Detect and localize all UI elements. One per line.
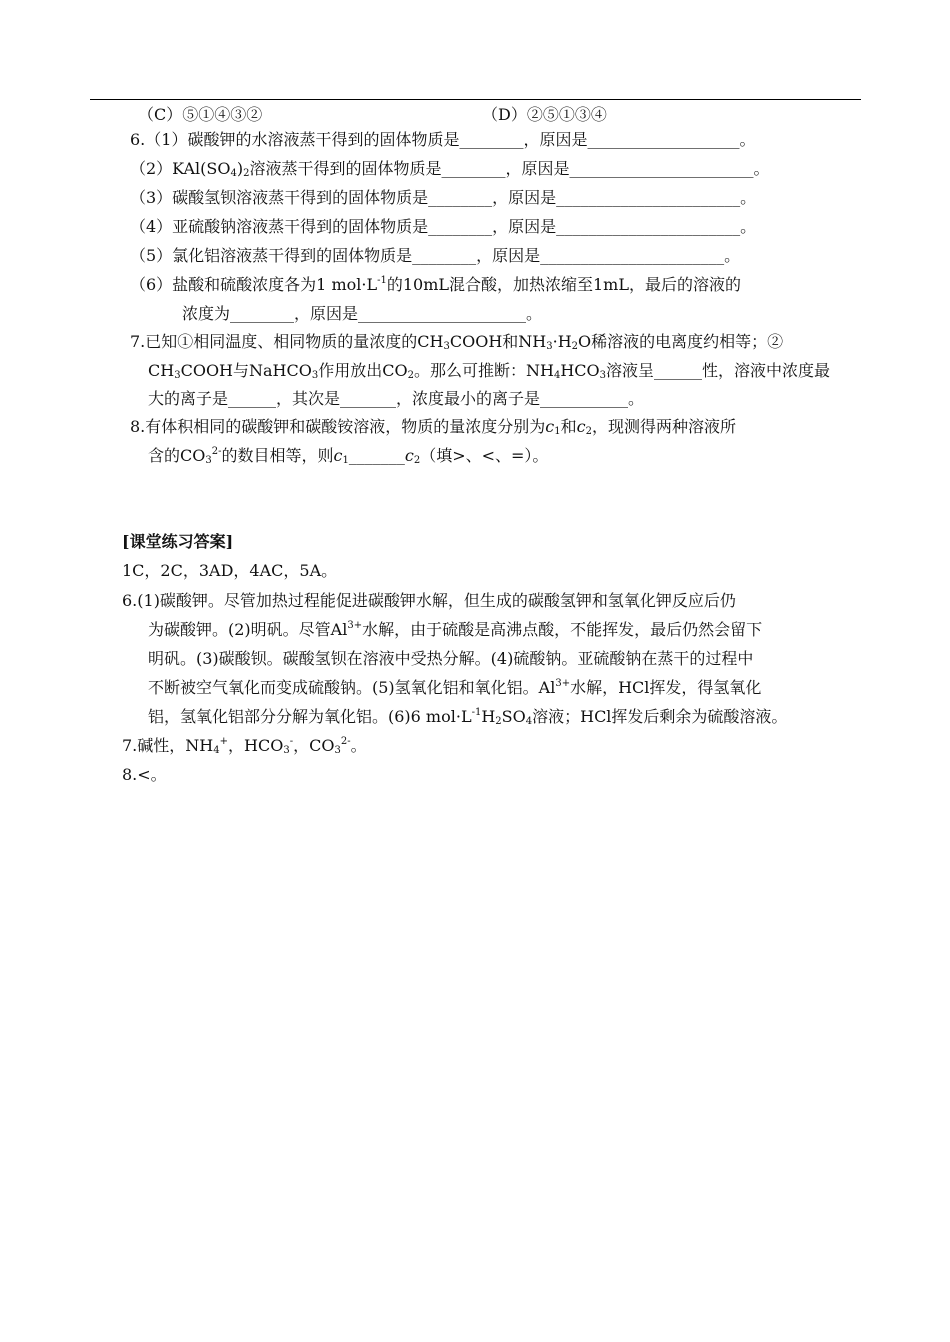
- answers-multiple-choice: 1C，2C，3AD，4AC，5A。: [122, 561, 338, 580]
- option-d: （D）②⑤①③④: [482, 105, 607, 124]
- question-6-3: （3）碳酸氢钡溶液蒸干得到的固体物质是________，原因是_______________________。: [130, 188, 757, 207]
- answer-6-line4: 不断被空气氧化而变成硫酸钠。(5)氢氧化铝和氧化铝。$Al^{3+}$水解，HCl挥发，得氢氧化: [148, 678, 762, 697]
- option-c: （C）⑤①④③②: [138, 105, 263, 124]
- question-7-line3: 大的离子是______，其次是_______，浓度最小的离子是___________。: [148, 389, 645, 408]
- answer-6-line2: 为碳酸钾。(2)明矾。尽管$Al^{3+}$水解，由于硫酸是高沸点酸，不能挥发，最后仍然会留下: [148, 620, 763, 639]
- question-8-line2: 含的$CO_3^{2-}$的数目相等，则$c_1\_\_\_\_\_\_\_c_2$（填>、<、=）。: [148, 446, 549, 466]
- question-7-line1: 7.已知①相同温度、相同物质的量浓度的$CH_3COOH$和$NH_3\cdot H_2O$稀溶液的电离度约相等；②: [130, 332, 784, 352]
- answers-heading: [课堂练习答案]: [122, 532, 234, 551]
- answer-8: 8.<。: [122, 765, 167, 784]
- question-6-1: 6.（1）碳酸钾的水溶液蒸干得到的固体物质是________，原因是___________________。: [130, 130, 756, 149]
- question-6-6: （6）盐酸和硫酸浓度各为1 $mol\cdot L^{-1}$的10mL混合酸，加热浓缩至1mL，最后的溶液的: [130, 275, 741, 294]
- answer-7: 7.碱性，$NH_4^+$，$HCO_3^-$，$CO_3^{2-}$。: [122, 736, 367, 756]
- answer-6-line3: 明矾。(3)碳酸钡。碳酸氢钡在溶液中受热分解。(4)硫酸钠。亚硫酸钠在蒸干的过程中: [148, 649, 754, 668]
- answer-6-line5: 铝，氢氧化铝部分分解为氧化铝。(6)6 $mol\cdot L^{-1}H_2SO_4$溶液；HCl挥发后剩余为硫酸溶液。: [148, 707, 788, 727]
- question-6-6-cont: 浓度为________，原因是_____________________。: [182, 304, 543, 323]
- question-6-4: （4）亚硫酸钠溶液蒸干得到的固体物质是________，原因是_______________________。: [130, 217, 757, 236]
- question-8-line1: 8.有体积相同的碳酸钾和碳酸铵溶液，物质的量浓度分别为$c_1$和$c_2$，现测得两种溶液所: [130, 417, 736, 437]
- question-6-2: $(2)KAl(SO_4)_2$溶液蒸干得到的固体物质是________，原因是_______________________。: [130, 159, 770, 179]
- question-7-line2: $CH_3COOH$与NaHCO$_3$作用放出$CO_2$。那么可推断：$NH_4HCO_3$溶液呈______性，溶液中浓度最: [148, 361, 831, 381]
- question-6-5: （5）氯化铝溶液蒸干得到的固体物质是________，原因是_______________________。: [130, 246, 741, 265]
- header-rule: [90, 99, 861, 100]
- answer-6-line1: 6.(1)碳酸钾。尽管加热过程能促进碳酸钾水解，但生成的碳酸氢钾和氢氧化钾反应后仍: [122, 591, 736, 610]
